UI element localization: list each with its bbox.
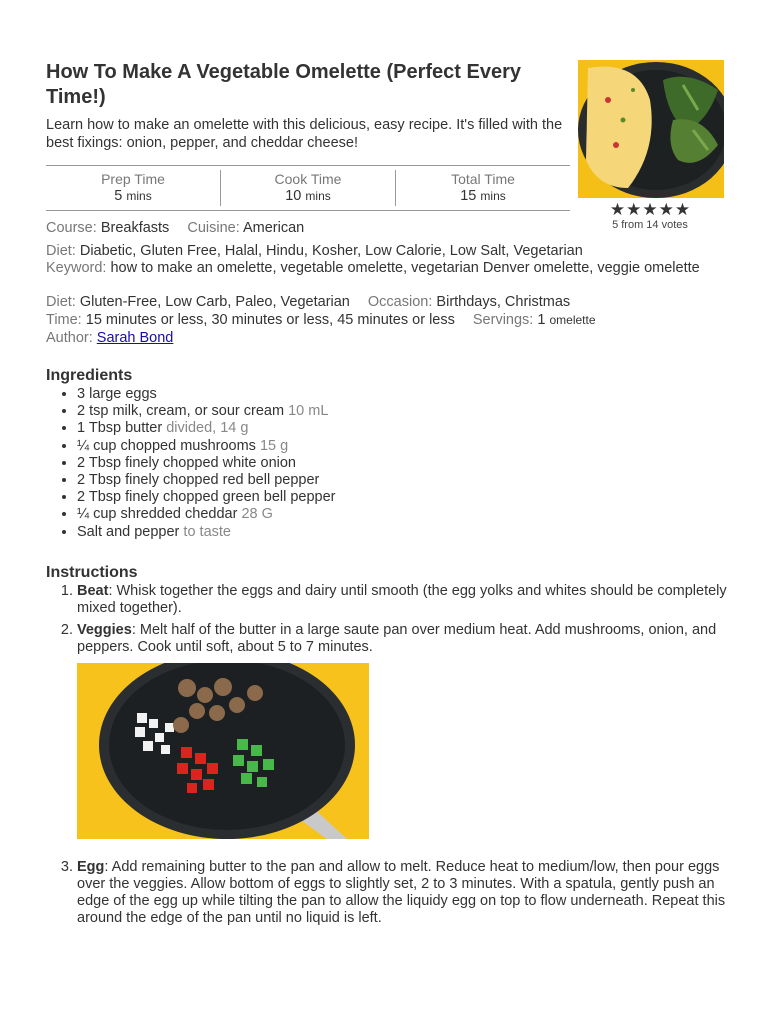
recipe-summary: Learn how to make an omelette with this delicious, easy recipe. It's filled with the best fixings: onion, pepper, and cheddar cheese!	[46, 117, 563, 151]
time-label: Total Time	[451, 171, 515, 187]
diet-label: Diet:	[46, 294, 76, 310]
rating-text: 5 from 14 votes	[612, 219, 688, 231]
diet-label: Diet:	[46, 243, 76, 259]
ingredient-item: • ¼ cup shredded cheddar 28 G	[77, 506, 336, 523]
time-unit: mins	[305, 189, 331, 203]
ingredient-item: • 2 Tbsp finely chopped red bell pepper	[77, 472, 336, 489]
servings-label: Servings:	[472, 312, 534, 328]
time-tag-label: Time:	[46, 312, 82, 328]
time-label: Prep Time	[101, 171, 165, 187]
cook-time	[221, 170, 396, 206]
diet-value: Diabetic, Gluten Free, Halal, Hindu, Kosher, Low Calorie, Low Salt, Vegetarian	[79, 243, 583, 259]
ingredients-list	[46, 386, 336, 541]
star-icon[interactable]: ★	[658, 200, 674, 220]
time-unit: mins	[126, 189, 152, 203]
cuisine-value: American	[242, 220, 305, 236]
course-value: Breakfasts	[100, 220, 170, 236]
ingredients-heading: Ingredients	[46, 367, 133, 384]
time-value: 5	[114, 188, 123, 204]
time-value: 15	[460, 188, 477, 204]
recipe-title: How To Make A Vegetable Omelette (Perfect Every Time!)	[46, 61, 521, 108]
keyword-label: Keyword:	[46, 260, 107, 276]
meta-keyword	[46, 260, 726, 277]
time-value: 10	[285, 188, 302, 204]
ingredient-item: • 2 tsp milk, cream, or sour cream 10 mL	[77, 403, 336, 420]
diet-value: Gluten-Free, Low Carb, Paleo, Vegetarian	[79, 294, 350, 310]
meta-diet	[46, 243, 726, 260]
prep-time	[46, 170, 221, 206]
ingredient-item: • 2 Tbsp finely chopped green bell pepper	[77, 489, 336, 506]
meta-author	[46, 330, 726, 347]
star-icon[interactable]: ★	[626, 200, 642, 220]
veggies-pan-photo	[77, 663, 369, 839]
instructions-heading: Instructions	[46, 564, 138, 581]
instruction-step: 2. Veggies: Melt half of the butter in a large saute pan over medium heat. Add mushrooms, onion, and peppers. Cook until soft, about 5 to 7 minutes.	[77, 622, 747, 839]
total-time	[396, 170, 570, 206]
servings-unit: omelette	[549, 313, 596, 327]
meta-time-servings	[46, 312, 726, 329]
instructions-list	[46, 583, 747, 932]
time-label: Cook Time	[274, 171, 342, 187]
course-label: Course:	[46, 220, 97, 236]
time-unit: mins	[480, 189, 506, 203]
ingredient-item: • ¼ cup chopped mushrooms 15 g	[77, 438, 336, 455]
instruction-step: 1. Beat: Whisk together the eggs and dairy until smooth (the egg yolks and whites should be completely mixed together).	[77, 583, 747, 617]
author-link[interactable]: Sarah Bond	[96, 330, 174, 346]
ingredient-item: • Salt and pepper to taste	[77, 524, 336, 541]
ingredient-item: • 3 large eggs	[77, 386, 336, 403]
meta-course-cuisine	[46, 220, 726, 237]
time-tag-value: 15 minutes or less, 30 minutes or less, 45 minutes or less	[85, 312, 455, 328]
instruction-step: 3. Egg: Add remaining butter to the pan and allow to melt. Reduce heat to medium/low, then pour eggs over the veggies. Allow bottom of eggs to slightly set, 2 to 3 minutes. With a spatula, gently push an edge of the egg up while tilting the pan to allow the liquidy egg on top to flow underneath. Repeat this around the edge of the pan until no liquid is left.	[77, 859, 747, 927]
star-icon[interactable]: ★	[674, 200, 691, 220]
author-label: Author:	[46, 330, 93, 346]
occasion-label: Occasion:	[367, 294, 433, 310]
cuisine-label: Cuisine:	[187, 220, 240, 236]
recipe-times	[46, 165, 570, 211]
ingredient-item: • 2 Tbsp finely chopped white onion	[77, 455, 336, 472]
ingredient-item: • 1 Tbsp butter divided, 14 g	[77, 420, 336, 437]
servings-value[interactable]: 1	[537, 312, 546, 328]
meta-diet-occasion	[46, 294, 726, 311]
rating-stars[interactable]	[600, 202, 700, 219]
occasion-value: Birthdays, Christmas	[436, 294, 571, 310]
omelette-photo	[578, 60, 724, 198]
star-icon[interactable]: ★	[609, 200, 626, 220]
keyword-value: how to make an omelette, vegetable omelette, vegetarian Denver omelette, veggie omelette	[110, 260, 700, 276]
star-icon[interactable]: ★	[642, 200, 658, 220]
